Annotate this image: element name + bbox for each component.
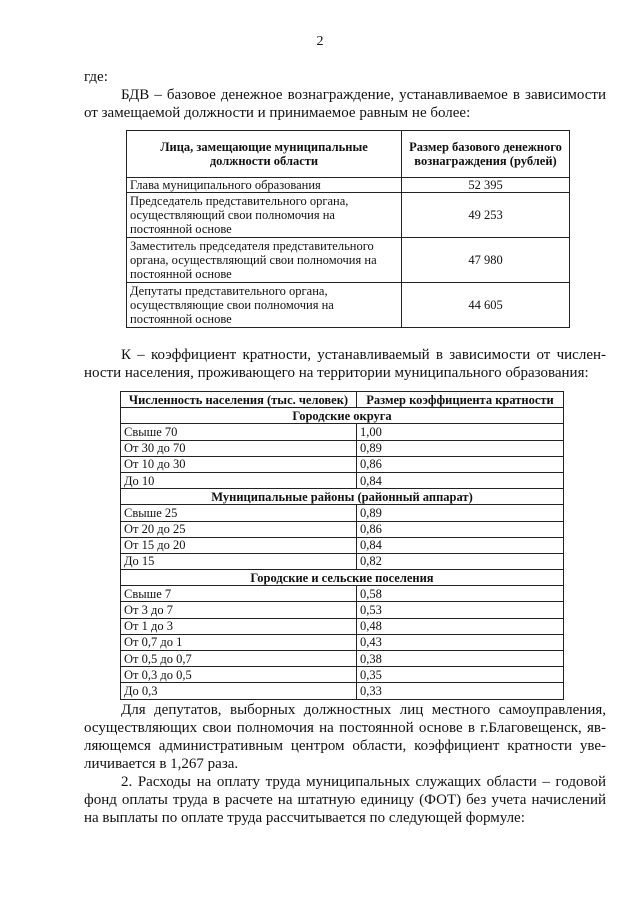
bdv-definition-cont: от замещаемой должности и принимаемое равным не более:	[84, 105, 471, 121]
coefficient-cell: 0,86	[357, 456, 564, 472]
population-cell: Свыше 25	[121, 505, 357, 521]
population-cell: От 15 до 20	[121, 537, 357, 553]
population-cell: До 15	[121, 553, 357, 569]
population-cell: От 0,3 до 0,5	[121, 667, 357, 683]
page-number: 2	[316, 34, 324, 49]
position-cell: Председатель представительного органа, осуществляющий свои полномочия на постоянной основе	[127, 193, 402, 238]
table-row	[121, 456, 564, 472]
amount-cell: 44 605	[402, 283, 570, 328]
coefficient-cell: 0,89	[357, 440, 564, 456]
salary-table	[126, 130, 570, 328]
table-header-row	[121, 392, 564, 408]
population-cell: До 10	[121, 472, 357, 488]
population-cell: От 3 до 7	[121, 602, 357, 618]
coefficient-cell: 0,33	[357, 683, 564, 699]
group-title: Городские и сельские поселения	[121, 570, 564, 586]
population-cell: От 20 до 25	[121, 521, 357, 537]
table-row	[121, 521, 564, 537]
column-header: Размер базового денежного вознаграждения (рублей)	[402, 131, 570, 178]
population-cell: От 10 до 30	[121, 456, 357, 472]
position-cell: Депутаты представительного органа, осуществляющие свои полномочия на постоянной основе	[127, 283, 402, 328]
table-row	[121, 683, 564, 699]
group-row	[121, 408, 564, 424]
coefficient-cell: 0,84	[357, 472, 564, 488]
table-row	[121, 667, 564, 683]
table-row	[121, 537, 564, 553]
column-header: Лица, замещающие муниципальные должности области	[127, 131, 402, 178]
population-cell: От 30 до 70	[121, 440, 357, 456]
population-cell: Свыше 7	[121, 586, 357, 602]
table-row	[121, 602, 564, 618]
bdv-definition: БДВ – базовое денежное вознаграждение, устанавливаемое в зависимости	[121, 87, 606, 103]
coefficient-cell: 0,53	[357, 602, 564, 618]
item2-line: 2. Расходы на оплату труда муниципальных служащих области – годовой	[121, 774, 606, 790]
column-header: Размер коэффициента кратности	[357, 392, 564, 408]
coefficient-cell: 0,43	[357, 634, 564, 650]
population-cell: До 0,3	[121, 683, 357, 699]
table-row	[121, 618, 564, 634]
table-header-row	[127, 131, 570, 178]
deputies-paragraph-line: личивается в 1,267 раза.	[84, 756, 239, 772]
where-label: где:	[84, 69, 108, 85]
coefficient-cell: 0,38	[357, 651, 564, 667]
table-row	[127, 283, 570, 328]
group-row	[121, 570, 564, 586]
amount-cell: 49 253	[402, 193, 570, 238]
coefficient-cell: 0,89	[357, 505, 564, 521]
table-row	[121, 440, 564, 456]
table-row	[121, 634, 564, 650]
table-row	[121, 586, 564, 602]
position-cell: Заместитель председателя представительного органа, осуществляющий свои полномочия на постоянной основе	[127, 238, 402, 283]
table-row	[121, 651, 564, 667]
population-cell: От 1 до 3	[121, 618, 357, 634]
amount-cell: 52 395	[402, 178, 570, 193]
table-row	[121, 505, 564, 521]
coefficient-cell: 0,48	[357, 618, 564, 634]
table-row	[121, 472, 564, 488]
population-cell: Свыше 70	[121, 424, 357, 440]
table-row	[121, 553, 564, 569]
amount-cell: 47 980	[402, 238, 570, 283]
deputies-paragraph-line: осуществляющих свои полномочия на постоянной основе в г.Благовещенск, яв-	[84, 720, 606, 736]
k-definition: К – коэффициент кратности, устанавливаемый в зависимости от числен-	[121, 347, 606, 363]
position-cell: Глава муниципального образования	[127, 178, 402, 193]
table-row	[127, 193, 570, 238]
coefficient-cell: 1,00	[357, 424, 564, 440]
table-row	[127, 238, 570, 283]
group-title: Городские округа	[121, 408, 564, 424]
coefficient-cell: 0,35	[357, 667, 564, 683]
coefficient-cell: 0,86	[357, 521, 564, 537]
coefficient-cell: 0,84	[357, 537, 564, 553]
table-row	[127, 178, 570, 193]
deputies-paragraph-line: Для депутатов, выборных должностных лиц местного самоуправления,	[121, 702, 606, 718]
group-title: Муниципальные районы (районный аппарат)	[121, 489, 564, 505]
coefficient-cell: 0,82	[357, 553, 564, 569]
item2-line: на выплаты по оплате труда рассчитывается по следующей формуле:	[84, 810, 525, 826]
k-definition-cont: ности населения, проживающего на территории муниципального образования:	[84, 365, 589, 381]
table-row	[121, 424, 564, 440]
coefficient-cell: 0,58	[357, 586, 564, 602]
population-cell: От 0,7 до 1	[121, 634, 357, 650]
group-row	[121, 489, 564, 505]
column-header: Численность населения (тыс. человек)	[121, 392, 357, 408]
coefficient-table	[120, 391, 564, 700]
deputies-paragraph-line: ляющемся административным центром области, коэффициент кратности уве-	[84, 738, 606, 754]
population-cell: От 0,5 до 0,7	[121, 651, 357, 667]
item2-line: фонд оплаты труда в расчете на штатную единицу (ФОТ) без учета начислений	[84, 792, 606, 808]
